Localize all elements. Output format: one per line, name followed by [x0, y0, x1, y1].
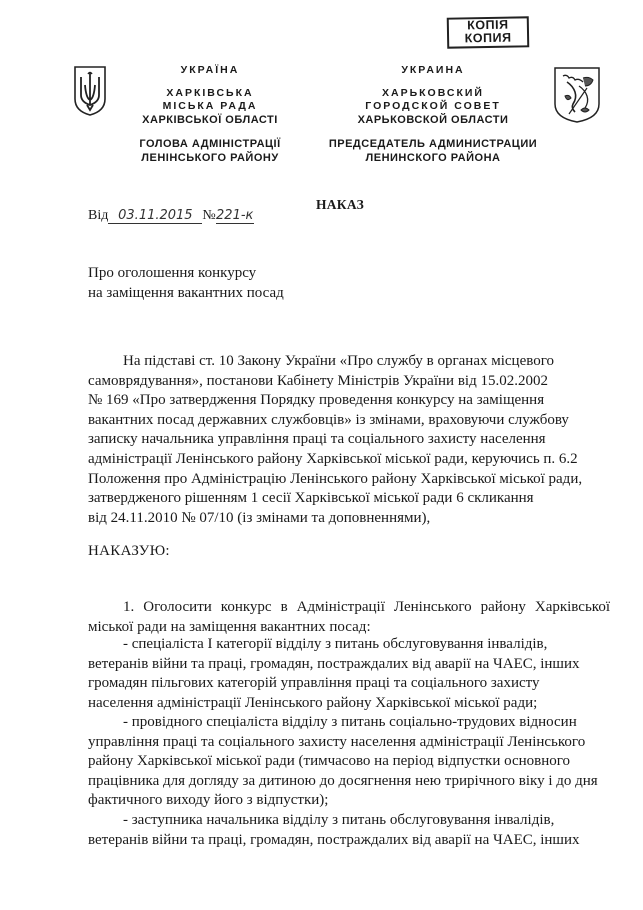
bullet-line: району Харківської міської ради (тимчасово на період відпустки основного	[88, 753, 571, 770]
preamble-line: № 169 «Про затвердження Порядку проведення конкурсу на заміщення	[88, 392, 545, 409]
preamble-paragraph	[88, 352, 609, 528]
bullet-line: громадян пільгових категорій управління праці та соціального захисту	[88, 675, 540, 692]
document-title: НАКАЗ	[315, 197, 365, 212]
office-title-line2-ru: ЛЕНИНСКОГО РАЙОНА	[365, 152, 501, 164]
preamble-line: затвердженого рішенням 1 сесії Харківської міської ради 6 скликання	[88, 490, 534, 507]
preamble-line: Положення про Адміністрацію Ленінського району Харківської міської ради,	[88, 470, 583, 487]
bullet-line: фактичного виходу його з відпустки);	[88, 792, 329, 809]
bullet-line: управління праці та соціального захисту населення адміністрації Ленінського	[88, 733, 586, 750]
bullet-line: працівника для догляду за дитиною до досягнення нею трирічного віку і до дня	[88, 772, 598, 789]
date-prefix: Від	[88, 208, 109, 223]
council-name-line3-ru: ХАРЬКОВСКОЙ ОБЛАСТИ	[357, 114, 509, 126]
preamble-line: вакантних посад державних службовців» із змінами, враховуючи службову	[88, 411, 569, 428]
vacancy-bullet-2	[88, 713, 610, 811]
council-name-line2: МІСЬКА РАДА	[162, 100, 258, 112]
trident-coat-of-arms-icon	[73, 65, 107, 117]
office-title-line2: ЛЕНІНСЬКОГО РАЙОНУ	[141, 152, 279, 164]
preamble-line: від 24.11.2010 № 07/10 (із змінами та доповненнями),	[88, 509, 431, 526]
subject-line2: на заміщення вакантних посад	[88, 285, 284, 301]
bullet-line: ветеранів війни та праці, громадян, постраждалих від аварії на ЧАЕС, інших	[88, 655, 580, 672]
header-left-ukrainian	[110, 64, 310, 165]
vacancy-bullet-1	[88, 635, 610, 713]
preamble-line: записку начальника управління праці та соціального захисту населення	[88, 431, 546, 448]
decree-heading: НАКАЗУЮ:	[88, 543, 170, 559]
office-title-line1: ГОЛОВА АДМІНІСТРАЦІЇ	[139, 138, 281, 150]
subject-line1: Про оголошення конкурсу	[88, 265, 257, 281]
preamble-line: самоврядування», постанови Кабінету Міністрів України від 15.02.2002	[88, 372, 548, 389]
kharkiv-coat-of-arms-icon	[553, 66, 601, 124]
copy-stamp	[447, 16, 530, 48]
header-right-russian	[322, 64, 544, 165]
country-name-ua: УКРАЇНА	[180, 64, 240, 76]
bullet-line: - провідного спеціаліста відділу з питань соціально-трудових відносин	[123, 714, 577, 730]
office-title-line1-ru: ПРЕДСЕДАТЕЛЬ АДМИНИСТРАЦИИ	[328, 138, 538, 150]
stamp-line-ua: КОПІЯ	[467, 17, 509, 33]
council-name-line1-ru: ХАРЬКОВСКИЙ	[382, 87, 484, 99]
number-sign: №	[202, 208, 216, 223]
order-subject	[88, 263, 284, 303]
handwritten-date: 03.11.2015	[108, 208, 202, 224]
stamp-line-ru: КОПИЯ	[464, 30, 512, 46]
council-name-line3: ХАРКІВСЬКОЇ ОБЛАСТІ	[142, 114, 278, 126]
bullet-line: ветеранів війни та праці, громадян, постраждалих від аварії на ЧАЕС, інших	[88, 831, 580, 848]
bullet-line: - спеціаліста I категорії відділу з питань обслуговування інвалідів,	[123, 636, 548, 652]
council-name-line2-ru: ГОРОДСКОЙ СОВЕТ	[365, 100, 501, 112]
handwritten-number: 221-к	[216, 208, 254, 223]
council-name-line1: ХАРКІВСЬКА	[166, 87, 254, 99]
bullet-line: населення адміністрації Ленінського району Харківської міської ради;	[88, 694, 538, 711]
item-1-paragraph: 1. Оголосити конкурс в Адміністрації Ленінського району Харківської міської ради на заміщення вакантних посад:	[88, 599, 610, 635]
preamble-line: адміністрації Ленінського району Харківської міської ради, керуючись п. 6.2	[88, 450, 578, 467]
vacancy-bullet-3	[88, 811, 610, 850]
date-number-line	[88, 208, 254, 224]
bullet-line: - заступника начальника відділу з питань обслуговування інвалідів,	[123, 812, 555, 828]
country-name-ru: УКРАИНА	[401, 64, 465, 76]
preamble-line: На підставі ст. 10 Закону України «Про службу в органах місцевого	[123, 353, 554, 369]
